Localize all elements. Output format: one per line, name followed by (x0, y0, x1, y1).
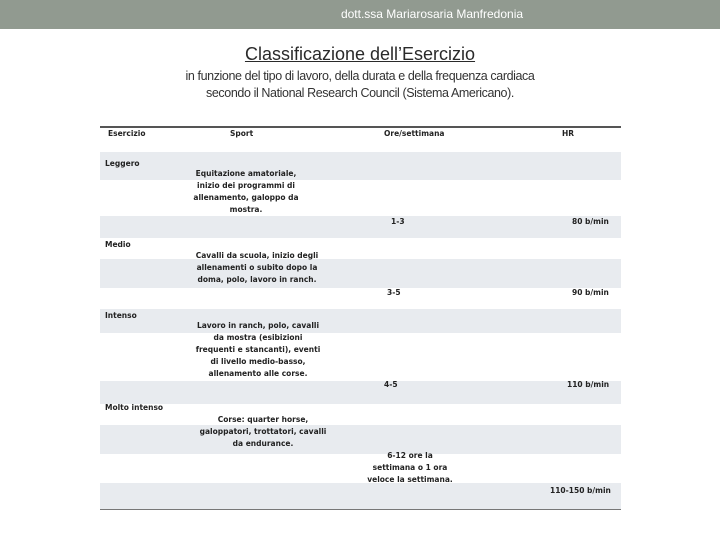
column-header-sport: Sport (230, 129, 254, 138)
level-molto-intenso: Molto intenso (105, 403, 164, 412)
hr-intenso: 110 b/min (567, 380, 610, 389)
hours-intenso: 4-5 (384, 380, 398, 389)
level-medio: Medio (105, 240, 131, 249)
classification-table (100, 126, 621, 510)
page-subtitle (0, 68, 720, 102)
column-header-hr: HR (562, 129, 575, 138)
author-name: dott.ssa Mariarosaria Manfredonia (340, 7, 524, 21)
hr-leggero: 80 b/min (572, 217, 609, 226)
hr-medio: 90 b/min (572, 288, 609, 297)
column-header-ore: Ore/settimana (384, 129, 445, 138)
hours-leggero: 1-3 (391, 217, 405, 226)
hours-molto-intenso: 6-12 ore la settimana o 1 ora veloce la settimana. (367, 451, 453, 484)
level-leggero: Leggero (105, 159, 140, 168)
column-header-esercizio: Esercizio (108, 129, 146, 138)
sport-leggero: Equitazione amatoriale, inizio dei programmi di allenamento, galoppo da mostra. (193, 169, 299, 214)
top-bar (0, 0, 720, 29)
subtitle-line-2: secondo il National Research Council (Sistema Americano). (206, 86, 514, 100)
sport-medio: Cavalli da scuola, inizio degli allenamenti o subito dopo la doma, polo, lavoro in ranch. (195, 251, 319, 284)
hours-medio: 3-5 (387, 288, 401, 297)
hr-molto-intenso: 110-150 b/min (550, 486, 611, 495)
page-title: Classificazione dell’Esercizio (244, 44, 476, 64)
sport-molto-intenso: Corse: quarter horse, galoppatori, trottatori, cavalli da endurance. (199, 415, 327, 448)
subtitle-line-1: in funzione del tipo di lavoro, della durata e della frequenza cardiaca (185, 69, 535, 83)
level-intenso: Intenso (105, 311, 137, 320)
sport-intenso: Lavoro in ranch, polo, cavalli da mostra (esibizioni frequenti e stancanti), eventi di livello medio-basso, allenamento alle corse. (195, 321, 321, 378)
